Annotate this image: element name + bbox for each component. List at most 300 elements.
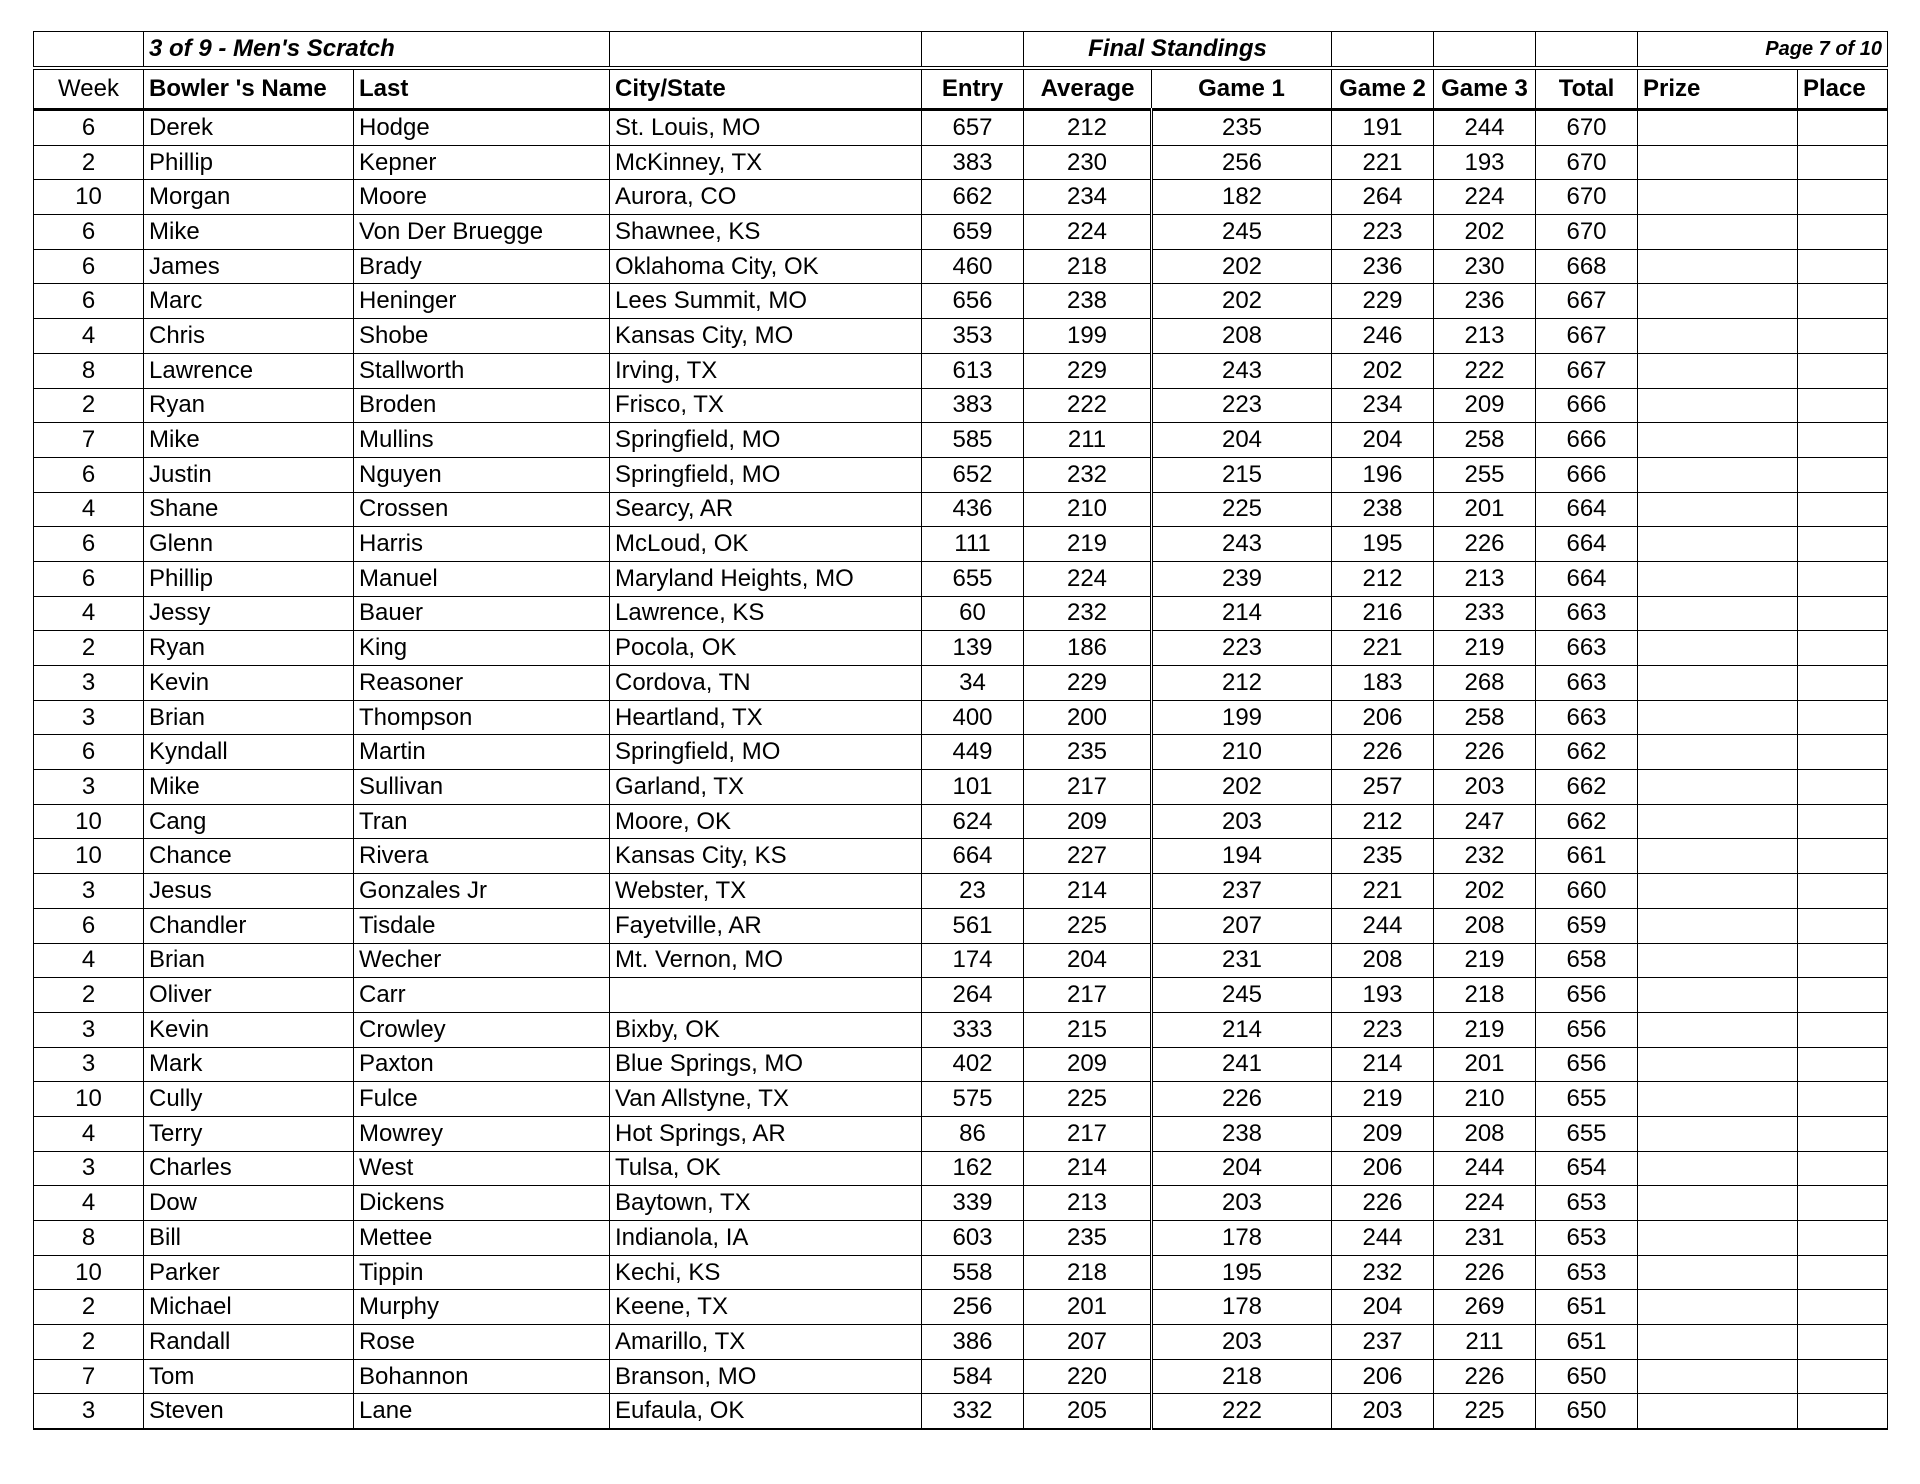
- cell-entry: 664: [922, 839, 1024, 874]
- cell-prize: [1638, 1186, 1798, 1221]
- cell-first-name: Jessy: [144, 596, 354, 631]
- cell-week: 6: [34, 110, 144, 146]
- table-row: [34, 943, 1888, 978]
- cell-total: 670: [1536, 180, 1638, 215]
- cell-prize: [1638, 1221, 1798, 1256]
- cell-average: 214: [1024, 874, 1152, 909]
- cell-prize: [1638, 527, 1798, 562]
- cell-week: 3: [34, 1394, 144, 1429]
- cell-prize: [1638, 1082, 1798, 1117]
- cell-place: [1798, 770, 1888, 805]
- cell-week: 10: [34, 180, 144, 215]
- cell-first-name: Marc: [144, 284, 354, 319]
- cell-game-1: 214: [1152, 1012, 1332, 1047]
- cell-city-state: Springfield, MO: [610, 457, 922, 492]
- cell-game-3: 208: [1434, 908, 1536, 943]
- cell-last-name: Crowley: [354, 1012, 610, 1047]
- cell-game-2: 204: [1332, 1290, 1434, 1325]
- page-number: Page 7 of 10: [1638, 32, 1888, 69]
- cell-game-1: 202: [1152, 249, 1332, 284]
- cell-prize: [1638, 1359, 1798, 1394]
- title-empty-cell: [1332, 32, 1434, 69]
- cell-first-name: Jesus: [144, 874, 354, 909]
- cell-game-2: 238: [1332, 492, 1434, 527]
- cell-week: 3: [34, 874, 144, 909]
- cell-place: [1798, 1359, 1888, 1394]
- cell-game-2: 208: [1332, 943, 1434, 978]
- cell-place: [1798, 1151, 1888, 1186]
- cell-first-name: Charles: [144, 1151, 354, 1186]
- cell-average: 232: [1024, 596, 1152, 631]
- cell-city-state: Webster, TX: [610, 874, 922, 909]
- cell-entry: 460: [922, 249, 1024, 284]
- cell-week: 10: [34, 1082, 144, 1117]
- cell-first-name: Kevin: [144, 1012, 354, 1047]
- cell-entry: 139: [922, 631, 1024, 666]
- title-empty-cell: [610, 32, 922, 69]
- cell-first-name: Lawrence: [144, 353, 354, 388]
- cell-last-name: Stallworth: [354, 353, 610, 388]
- cell-last-name: Manuel: [354, 561, 610, 596]
- cell-first-name: Chandler: [144, 908, 354, 943]
- cell-game-1: 194: [1152, 839, 1332, 874]
- cell-game-3: 268: [1434, 666, 1536, 701]
- cell-week: 4: [34, 492, 144, 527]
- cell-entry: 652: [922, 457, 1024, 492]
- cell-game-2: 204: [1332, 423, 1434, 458]
- cell-last-name: Lane: [354, 1394, 610, 1429]
- cell-game-2: 235: [1332, 839, 1434, 874]
- cell-place: [1798, 943, 1888, 978]
- cell-place: [1798, 1116, 1888, 1151]
- cell-game-2: 193: [1332, 978, 1434, 1013]
- cell-last-name: Harris: [354, 527, 610, 562]
- cell-game-3: 232: [1434, 839, 1536, 874]
- table-row: [34, 770, 1888, 805]
- cell-total: 653: [1536, 1186, 1638, 1221]
- cell-game-3: 222: [1434, 353, 1536, 388]
- cell-first-name: Ryan: [144, 388, 354, 423]
- cell-entry: 624: [922, 804, 1024, 839]
- cell-average: 199: [1024, 319, 1152, 354]
- cell-game-2: 232: [1332, 1255, 1434, 1290]
- cell-place: [1798, 1394, 1888, 1429]
- cell-first-name: Mike: [144, 215, 354, 250]
- title-empty-cell: [1536, 32, 1638, 69]
- cell-place: [1798, 1012, 1888, 1047]
- cell-game-2: 237: [1332, 1325, 1434, 1360]
- cell-last-name: Bauer: [354, 596, 610, 631]
- cell-game-1: 195: [1152, 1255, 1332, 1290]
- cell-first-name: Phillip: [144, 145, 354, 180]
- cell-game-2: 226: [1332, 1186, 1434, 1221]
- cell-average: 227: [1024, 839, 1152, 874]
- cell-prize: [1638, 249, 1798, 284]
- standings-body: [34, 110, 1888, 1430]
- cell-first-name: Michael: [144, 1290, 354, 1325]
- cell-game-2: 226: [1332, 735, 1434, 770]
- cell-last-name: Shobe: [354, 319, 610, 354]
- cell-game-3: 201: [1434, 492, 1536, 527]
- cell-place: [1798, 492, 1888, 527]
- cell-city-state: Tulsa, OK: [610, 1151, 922, 1186]
- cell-game-1: 231: [1152, 943, 1332, 978]
- cell-last-name: Reasoner: [354, 666, 610, 701]
- table-row: [34, 561, 1888, 596]
- cell-place: [1798, 145, 1888, 180]
- cell-prize: [1638, 215, 1798, 250]
- cell-prize: [1638, 180, 1798, 215]
- cell-week: 8: [34, 1221, 144, 1256]
- cell-last-name: Murphy: [354, 1290, 610, 1325]
- cell-game-3: 201: [1434, 1047, 1536, 1082]
- table-row: [34, 596, 1888, 631]
- standings-title: Final Standings: [1024, 32, 1332, 69]
- cell-last-name: West: [354, 1151, 610, 1186]
- cell-game-1: 202: [1152, 284, 1332, 319]
- cell-place: [1798, 874, 1888, 909]
- cell-entry: 86: [922, 1116, 1024, 1151]
- cell-week: 10: [34, 1255, 144, 1290]
- cell-entry: 656: [922, 284, 1024, 319]
- header-game-1: Game 1: [1152, 68, 1332, 110]
- cell-game-2: 202: [1332, 353, 1434, 388]
- cell-game-3: 224: [1434, 180, 1536, 215]
- cell-average: 186: [1024, 631, 1152, 666]
- cell-game-1: 238: [1152, 1116, 1332, 1151]
- cell-first-name: Chance: [144, 839, 354, 874]
- cell-city-state: Indianola, IA: [610, 1221, 922, 1256]
- header-entry: Entry: [922, 68, 1024, 110]
- cell-place: [1798, 561, 1888, 596]
- cell-place: [1798, 839, 1888, 874]
- cell-prize: [1638, 978, 1798, 1013]
- header-city-state: City/State: [610, 68, 922, 110]
- cell-prize: [1638, 1047, 1798, 1082]
- cell-game-1: 199: [1152, 700, 1332, 735]
- cell-game-3: 193: [1434, 145, 1536, 180]
- cell-game-1: 178: [1152, 1221, 1332, 1256]
- cell-place: [1798, 284, 1888, 319]
- cell-total: 650: [1536, 1359, 1638, 1394]
- cell-entry: 174: [922, 943, 1024, 978]
- cell-game-3: 203: [1434, 770, 1536, 805]
- table-row: [34, 1047, 1888, 1082]
- cell-average: 234: [1024, 180, 1152, 215]
- table-row: [34, 1255, 1888, 1290]
- cell-game-1: 218: [1152, 1359, 1332, 1394]
- cell-last-name: Hodge: [354, 110, 610, 146]
- cell-game-1: 178: [1152, 1290, 1332, 1325]
- cell-total: 653: [1536, 1221, 1638, 1256]
- cell-game-2: 229: [1332, 284, 1434, 319]
- cell-place: [1798, 249, 1888, 284]
- cell-average: 224: [1024, 561, 1152, 596]
- cell-place: [1798, 457, 1888, 492]
- cell-last-name: Crossen: [354, 492, 610, 527]
- cell-last-name: Brady: [354, 249, 610, 284]
- cell-last-name: Kepner: [354, 145, 610, 180]
- cell-average: 225: [1024, 1082, 1152, 1117]
- cell-city-state: Hot Springs, AR: [610, 1116, 922, 1151]
- cell-first-name: Mike: [144, 770, 354, 805]
- table-row: [34, 353, 1888, 388]
- cell-total: 664: [1536, 561, 1638, 596]
- cell-prize: [1638, 353, 1798, 388]
- cell-game-1: 241: [1152, 1047, 1332, 1082]
- cell-game-1: 204: [1152, 423, 1332, 458]
- cell-average: 217: [1024, 1116, 1152, 1151]
- cell-game-2: 214: [1332, 1047, 1434, 1082]
- title-row: [34, 32, 1888, 69]
- cell-game-3: 208: [1434, 1116, 1536, 1151]
- standings-sheet: [33, 31, 1887, 1430]
- cell-prize: [1638, 804, 1798, 839]
- cell-game-2: 206: [1332, 1151, 1434, 1186]
- cell-city-state: Lawrence, KS: [610, 596, 922, 631]
- cell-total: 662: [1536, 804, 1638, 839]
- cell-game-3: 209: [1434, 388, 1536, 423]
- header-game-2: Game 2: [1332, 68, 1434, 110]
- cell-week: 3: [34, 1151, 144, 1186]
- cell-first-name: Justin: [144, 457, 354, 492]
- cell-game-3: 231: [1434, 1221, 1536, 1256]
- cell-city-state: Van Allstyne, TX: [610, 1082, 922, 1117]
- cell-entry: 575: [922, 1082, 1024, 1117]
- cell-week: 6: [34, 735, 144, 770]
- cell-game-2: 195: [1332, 527, 1434, 562]
- table-row: [34, 1359, 1888, 1394]
- cell-total: 655: [1536, 1082, 1638, 1117]
- cell-average: 225: [1024, 908, 1152, 943]
- cell-week: 3: [34, 700, 144, 735]
- cell-first-name: Brian: [144, 700, 354, 735]
- cell-last-name: Paxton: [354, 1047, 610, 1082]
- cell-game-1: 182: [1152, 180, 1332, 215]
- cell-entry: 561: [922, 908, 1024, 943]
- cell-prize: [1638, 874, 1798, 909]
- cell-city-state: Kechi, KS: [610, 1255, 922, 1290]
- cell-game-3: 211: [1434, 1325, 1536, 1360]
- title-empty-cell: [922, 32, 1024, 69]
- cell-total: 667: [1536, 353, 1638, 388]
- cell-game-3: 269: [1434, 1290, 1536, 1325]
- cell-game-1: 226: [1152, 1082, 1332, 1117]
- cell-total: 670: [1536, 215, 1638, 250]
- cell-game-2: 264: [1332, 180, 1434, 215]
- cell-game-1: 239: [1152, 561, 1332, 596]
- cell-city-state: Keene, TX: [610, 1290, 922, 1325]
- cell-total: 663: [1536, 666, 1638, 701]
- cell-game-3: 226: [1434, 735, 1536, 770]
- cell-entry: 449: [922, 735, 1024, 770]
- cell-entry: 558: [922, 1255, 1024, 1290]
- cell-total: 656: [1536, 1047, 1638, 1082]
- table-row: [34, 1151, 1888, 1186]
- cell-game-3: 225: [1434, 1394, 1536, 1429]
- table-row: [34, 1221, 1888, 1256]
- table-row: [34, 527, 1888, 562]
- cell-game-2: 221: [1332, 631, 1434, 666]
- cell-total: 651: [1536, 1325, 1638, 1360]
- cell-total: 670: [1536, 145, 1638, 180]
- cell-total: 670: [1536, 110, 1638, 146]
- cell-game-3: 219: [1434, 1012, 1536, 1047]
- cell-average: 235: [1024, 1221, 1152, 1256]
- cell-last-name: Bohannon: [354, 1359, 610, 1394]
- cell-game-3: 244: [1434, 1151, 1536, 1186]
- cell-city-state: Searcy, AR: [610, 492, 922, 527]
- cell-first-name: Tom: [144, 1359, 354, 1394]
- cell-place: [1798, 1290, 1888, 1325]
- cell-prize: [1638, 839, 1798, 874]
- cell-entry: 339: [922, 1186, 1024, 1221]
- cell-total: 659: [1536, 908, 1638, 943]
- cell-game-2: 246: [1332, 319, 1434, 354]
- cell-last-name: Tippin: [354, 1255, 610, 1290]
- cell-prize: [1638, 700, 1798, 735]
- cell-first-name: Mike: [144, 423, 354, 458]
- cell-game-3: 202: [1434, 874, 1536, 909]
- cell-game-2: 257: [1332, 770, 1434, 805]
- cell-last-name: Moore: [354, 180, 610, 215]
- cell-total: 660: [1536, 874, 1638, 909]
- cell-total: 650: [1536, 1394, 1638, 1429]
- cell-week: 3: [34, 770, 144, 805]
- cell-game-1: 214: [1152, 596, 1332, 631]
- cell-city-state: Springfield, MO: [610, 735, 922, 770]
- cell-first-name: Morgan: [144, 180, 354, 215]
- cell-entry: 333: [922, 1012, 1024, 1047]
- cell-last-name: Tisdale: [354, 908, 610, 943]
- cell-entry: 162: [922, 1151, 1024, 1186]
- cell-game-2: 216: [1332, 596, 1434, 631]
- cell-average: 213: [1024, 1186, 1152, 1221]
- cell-prize: [1638, 1290, 1798, 1325]
- cell-total: 661: [1536, 839, 1638, 874]
- table-row: [34, 423, 1888, 458]
- cell-last-name: Nguyen: [354, 457, 610, 492]
- cell-place: [1798, 110, 1888, 146]
- header-game-3: Game 3: [1434, 68, 1536, 110]
- cell-week: 6: [34, 215, 144, 250]
- cell-first-name: Mark: [144, 1047, 354, 1082]
- cell-first-name: Bill: [144, 1221, 354, 1256]
- cell-game-3: 244: [1434, 110, 1536, 146]
- cell-entry: 603: [922, 1221, 1024, 1256]
- cell-week: 7: [34, 423, 144, 458]
- cell-week: 3: [34, 1012, 144, 1047]
- cell-week: 2: [34, 388, 144, 423]
- cell-week: 2: [34, 978, 144, 1013]
- cell-week: 4: [34, 319, 144, 354]
- cell-prize: [1638, 319, 1798, 354]
- cell-city-state: Pocola, OK: [610, 631, 922, 666]
- cell-game-2: 236: [1332, 249, 1434, 284]
- table-row: [34, 145, 1888, 180]
- cell-total: 666: [1536, 457, 1638, 492]
- cell-total: 658: [1536, 943, 1638, 978]
- cell-place: [1798, 215, 1888, 250]
- cell-last-name: Mowrey: [354, 1116, 610, 1151]
- cell-week: 7: [34, 1359, 144, 1394]
- cell-entry: 386: [922, 1325, 1024, 1360]
- cell-game-2: 244: [1332, 908, 1434, 943]
- cell-total: 662: [1536, 735, 1638, 770]
- cell-prize: [1638, 110, 1798, 146]
- cell-game-1: 204: [1152, 1151, 1332, 1186]
- cell-place: [1798, 631, 1888, 666]
- cell-game-3: 213: [1434, 319, 1536, 354]
- cell-game-3: 258: [1434, 423, 1536, 458]
- cell-week: 10: [34, 804, 144, 839]
- cell-week: 2: [34, 631, 144, 666]
- cell-prize: [1638, 1116, 1798, 1151]
- cell-last-name: Mullins: [354, 423, 610, 458]
- cell-game-2: 212: [1332, 804, 1434, 839]
- cell-total: 666: [1536, 423, 1638, 458]
- table-row: [34, 1394, 1888, 1429]
- cell-place: [1798, 388, 1888, 423]
- cell-place: [1798, 1221, 1888, 1256]
- cell-last-name: Broden: [354, 388, 610, 423]
- cell-city-state: Blue Springs, MO: [610, 1047, 922, 1082]
- cell-game-3: 226: [1434, 1255, 1536, 1290]
- cell-city-state: [610, 978, 922, 1013]
- cell-prize: [1638, 1012, 1798, 1047]
- cell-average: 217: [1024, 978, 1152, 1013]
- cell-game-1: 235: [1152, 110, 1332, 146]
- table-row: [34, 1290, 1888, 1325]
- cell-last-name: Wecher: [354, 943, 610, 978]
- table-row: [34, 215, 1888, 250]
- cell-average: 224: [1024, 215, 1152, 250]
- cell-average: 211: [1024, 423, 1152, 458]
- header-prize: Prize: [1638, 68, 1798, 110]
- cell-week: 4: [34, 1116, 144, 1151]
- cell-city-state: Kansas City, MO: [610, 319, 922, 354]
- cell-week: 6: [34, 457, 144, 492]
- header-place: Place: [1798, 68, 1888, 110]
- cell-city-state: Amarillo, TX: [610, 1325, 922, 1360]
- cell-last-name: Tran: [354, 804, 610, 839]
- cell-total: 667: [1536, 319, 1638, 354]
- cell-entry: 659: [922, 215, 1024, 250]
- cell-total: 667: [1536, 284, 1638, 319]
- cell-week: 6: [34, 908, 144, 943]
- cell-game-2: 221: [1332, 874, 1434, 909]
- cell-city-state: Eufaula, OK: [610, 1394, 922, 1429]
- cell-prize: [1638, 1394, 1798, 1429]
- cell-last-name: Heninger: [354, 284, 610, 319]
- cell-game-2: 196: [1332, 457, 1434, 492]
- cell-prize: [1638, 284, 1798, 319]
- table-row: [34, 1082, 1888, 1117]
- cell-entry: 256: [922, 1290, 1024, 1325]
- cell-average: 212: [1024, 110, 1152, 146]
- cell-prize: [1638, 145, 1798, 180]
- cell-week: 6: [34, 527, 144, 562]
- table-row: [34, 1116, 1888, 1151]
- cell-place: [1798, 1325, 1888, 1360]
- cell-city-state: Mt. Vernon, MO: [610, 943, 922, 978]
- cell-week: 3: [34, 666, 144, 701]
- cell-game-3: 258: [1434, 700, 1536, 735]
- table-row: [34, 631, 1888, 666]
- cell-city-state: McKinney, TX: [610, 145, 922, 180]
- cell-average: 238: [1024, 284, 1152, 319]
- cell-city-state: Baytown, TX: [610, 1186, 922, 1221]
